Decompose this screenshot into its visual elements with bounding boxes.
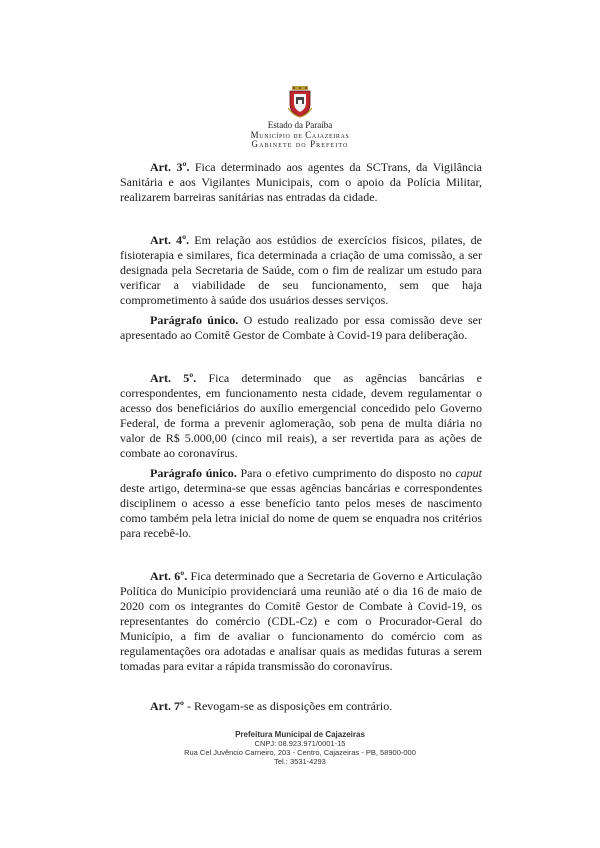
article-5-label: Art. 5º.: [150, 371, 197, 385]
article-5-paragraph-label: Parágrafo único.: [150, 466, 237, 480]
article-5: [120, 371, 482, 461]
article-6-label: Art. 6º.: [150, 569, 188, 583]
article-6: [120, 569, 482, 674]
article-3-text: Fica determinado aos agentes da SCTrans, da Vigilância Sanitária e aos Vigilantes Municipais, com o apoio da Polícia Militar, realizarem barreiras sanitárias nas entradas da cidade.: [120, 160, 483, 204]
article-5-caput: caput: [455, 466, 482, 480]
article-3-label: Art. 3º.: [150, 160, 190, 174]
page-footer: [0, 730, 600, 766]
article-4-text: Em relação aos estúdios de exercícios físicos, pilates, de fisioterapia e similares, fica determinada a criação de uma comissão, a ser designada pela Secretaria de Saúde, com o fim de realizar um estudo para verificar a viabilidade de seu funcionamento, sem que haja comprometimento à saúde dos usuários desses serviços.: [120, 233, 483, 307]
article-7-label: Art. 7º: [150, 699, 184, 713]
footer-address: Rua Cel Juvêncio Carneiro, 203 - Centro, Cajazeiras - PB, 58900-000: [184, 748, 416, 757]
footer-cnpj: CNPJ: 08.923.971/0001-15: [254, 739, 346, 748]
article-7: [120, 699, 482, 714]
article-7-text: - Revogam-se as disposições em contrário.: [183, 699, 393, 713]
letterhead: [0, 121, 600, 150]
footer-prefeitura: Prefeitura Municipal de Cajazeiras: [235, 730, 365, 739]
article-5-text: Fica determinado que as agências bancárias e correspondentes, em funcionamento nesta cidade, devem regulamentar o acesso dos beneficiários do auxílio emergencial concedido pelo Governo Federal, de forma a prevenir aglomeração, sob pena de multa diária no valor de R$ 5.000,00 (cinco mil reais), a ser revertida para as ações de combate ao coronavírus.: [120, 371, 482, 460]
article-4-label: Art. 4º.: [150, 233, 190, 247]
coat-of-arms-icon: [288, 86, 312, 118]
article-5-paragraph: [120, 466, 482, 541]
decree-body: [120, 160, 482, 714]
article-4-paragraph-label: Parágrafo único.: [150, 313, 239, 327]
article-6-text: Fica determinado que a Secretaria de Governo e Articulação Política do Município providenciará uma reunião até o dia 16 de maio de 2020 com os integrantes do Comitê Gestor de Combate à Covid-19, os representantes do comércio (CDL-Cz) e com o Procurador-Geral do Município, a fim de avaliar o funcionamento do comércio com as regulamentações ora adotadas e analisar quais as medidas futuras a serem tomadas para evitar a rápida transmissão do coronavírus.: [120, 569, 482, 673]
article-4: [120, 233, 482, 308]
article-4-paragraph: [120, 313, 482, 343]
article-5-paragraph-text-a: Para o efetivo cumprimento do disposto no: [236, 466, 456, 480]
letterhead-office: Gabinete do Prefeito: [251, 139, 349, 149]
article-4-paragraph-text: O estudo realizado por essa comissão deve ser apresentado ao Comitê Gestor de Combate à Covid-19 para deliberação.: [120, 313, 482, 342]
article-5-paragraph-text-b: deste artigo, determina-se que essas agências bancárias e correspondentes disciplinem o acesso a esse benefício tanto pelos meses de nascimento como também pela letra inicial do nome de quem se enquadra nos critérios para recebê-lo.: [120, 481, 482, 540]
letterhead-municipality: Município de Cajazeiras: [250, 129, 350, 140]
footer-phone: Tel.: 3531-4293: [274, 757, 326, 766]
letterhead-state: Estado da Paraíba: [267, 120, 333, 130]
article-3: [120, 160, 482, 205]
